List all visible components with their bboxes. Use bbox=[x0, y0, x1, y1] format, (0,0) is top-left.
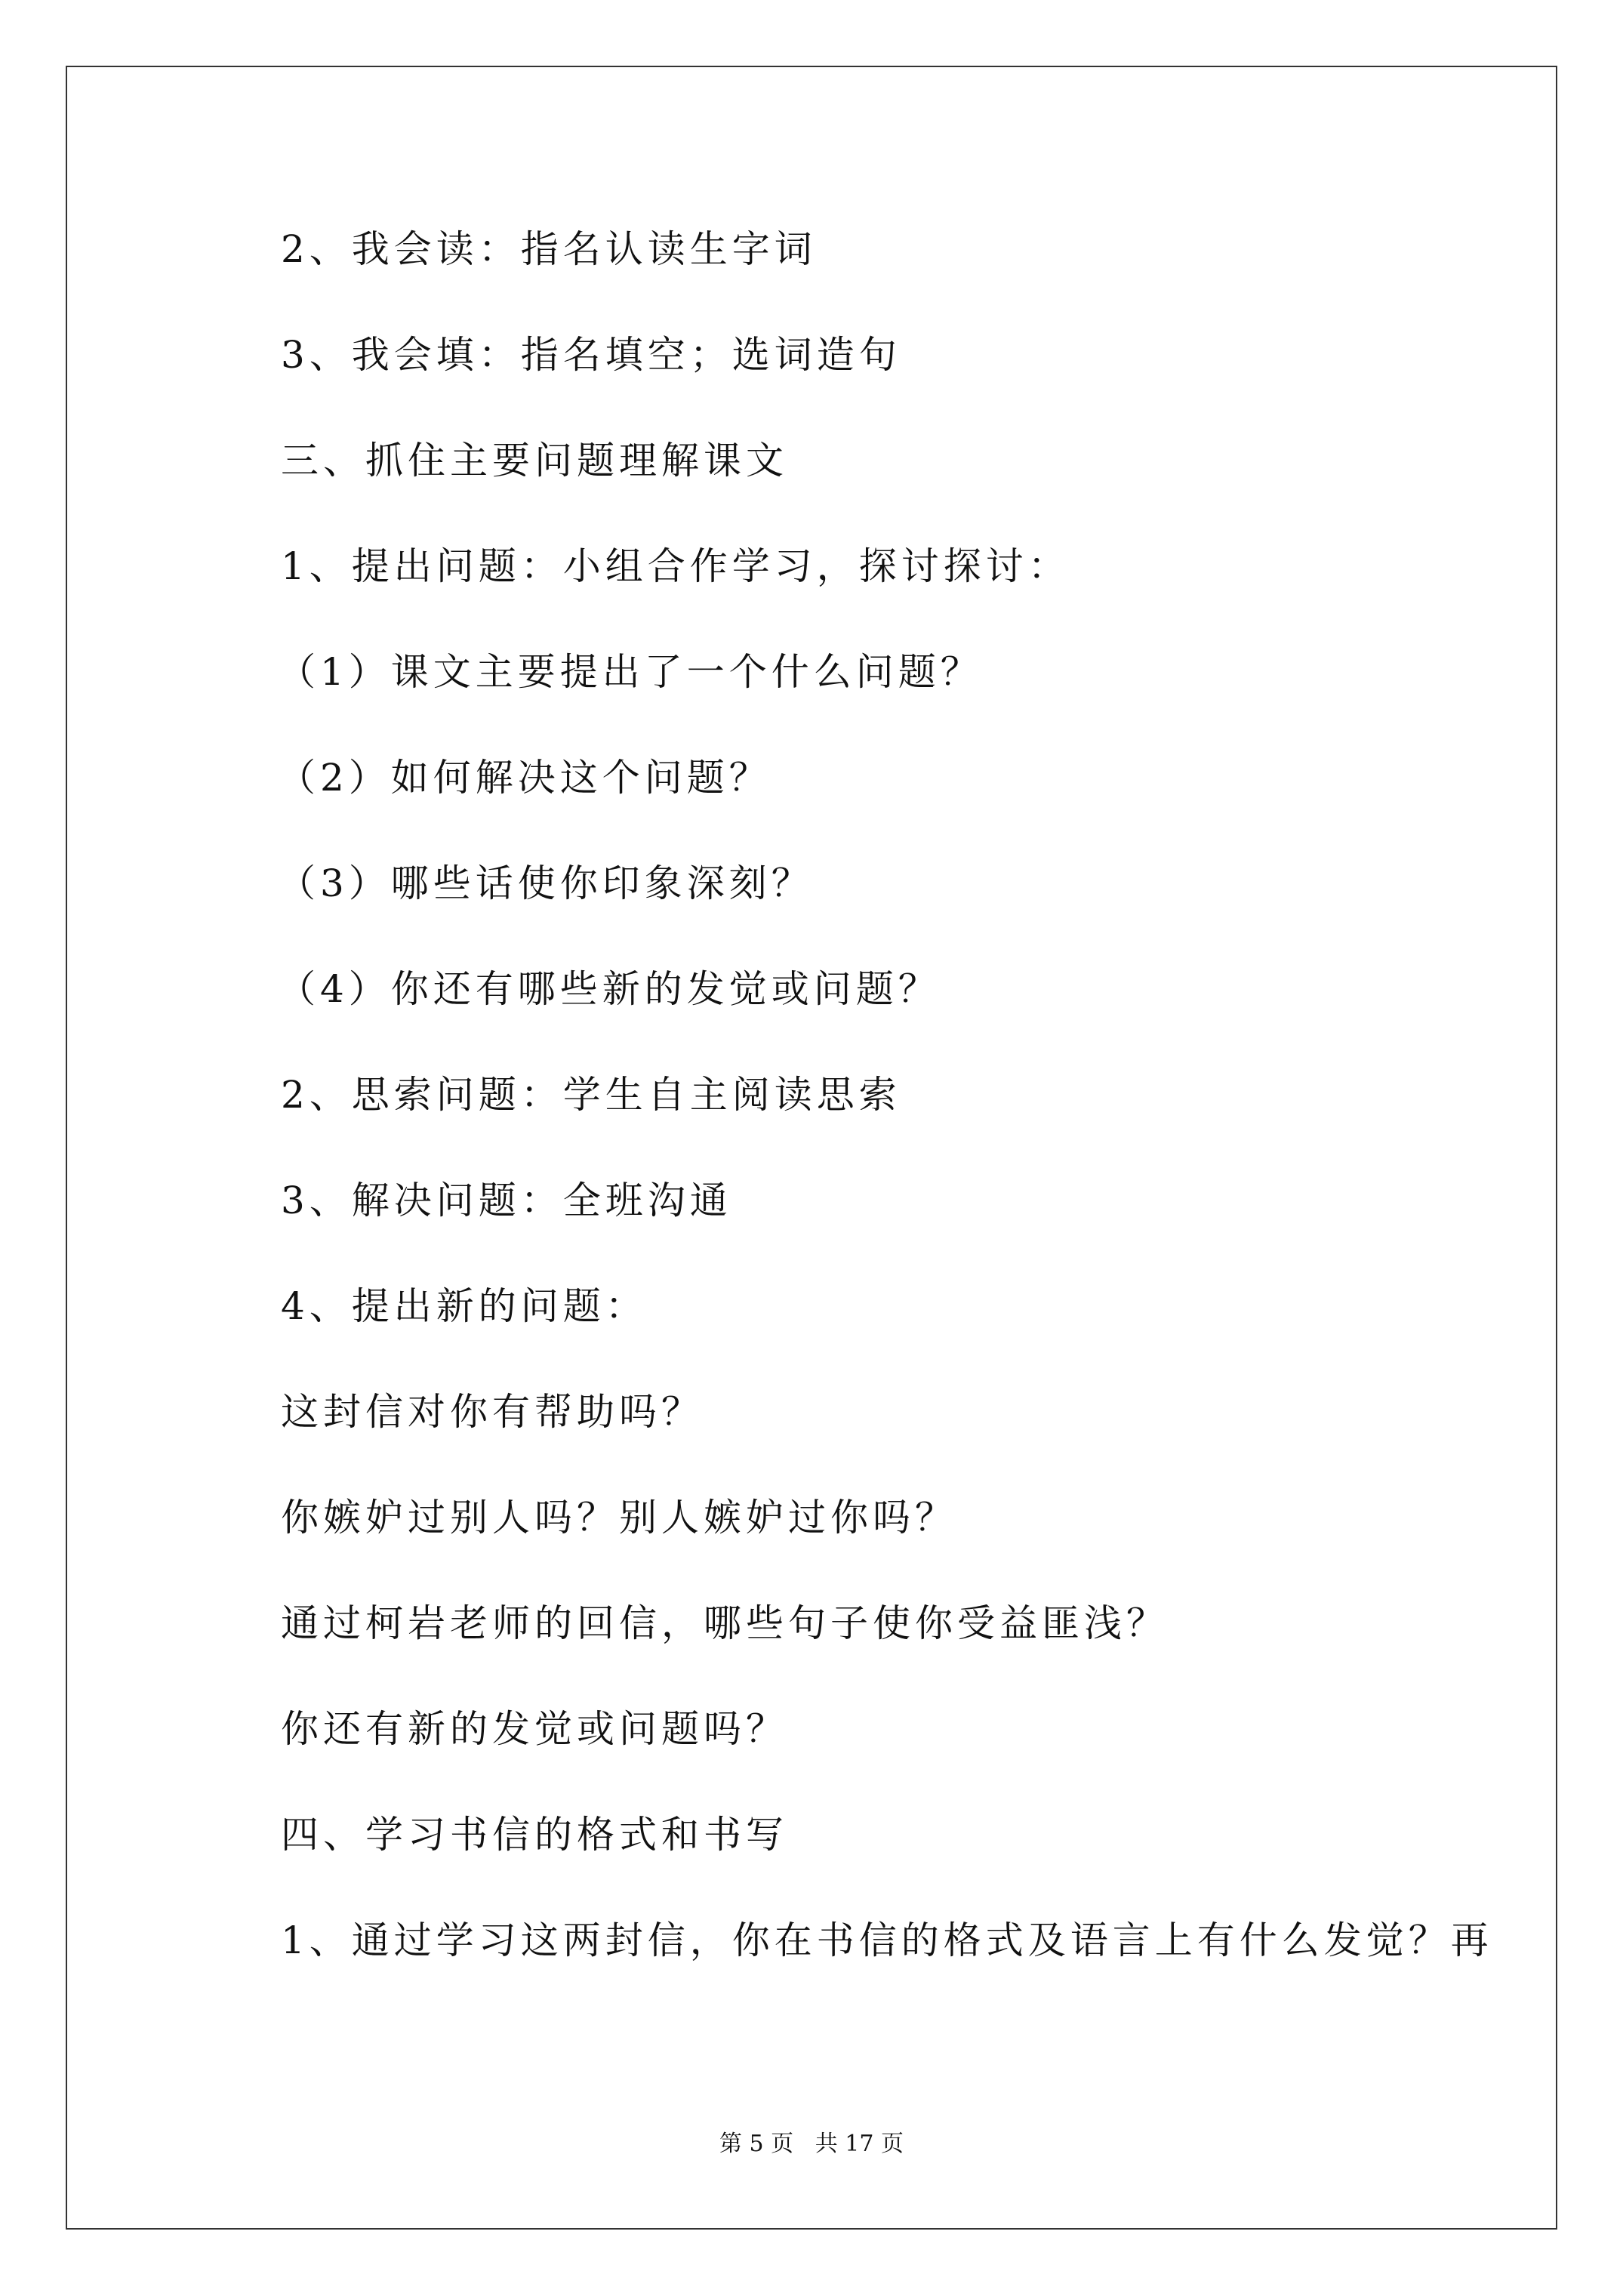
page-number-footer: 第 5 页 共 17 页 bbox=[719, 2131, 904, 2157]
text-line: 1、提出问题：小组合作学习，探讨探讨： bbox=[281, 544, 1070, 588]
section-heading: 三、抓住主要问题理解课文 bbox=[281, 439, 788, 482]
text-line: 2、思索问题：学生自主阅读思索 bbox=[281, 1073, 901, 1117]
text-line: 4、提出新的问题： bbox=[281, 1284, 648, 1328]
text-line: 你还有新的发觉或问题吗？ bbox=[281, 1707, 788, 1751]
text-line: 2、我会读：指名认读生字词 bbox=[281, 227, 817, 271]
text-line: 通过柯岩老师的回信，哪些句子使你受益匪浅？ bbox=[281, 1601, 1169, 1645]
text-line: 3、解决问题：全班沟通 bbox=[281, 1179, 732, 1222]
page-frame bbox=[66, 66, 1557, 2230]
text-line: 你嫉妒过别人吗？别人嫉妒过你吗？ bbox=[281, 1496, 957, 1539]
text-line: 3、我会填：指名填空；选词造句 bbox=[281, 333, 901, 377]
text-line: （3）哪些话使你印象深刻？ bbox=[278, 861, 814, 905]
text-line: 这封信对你有帮助吗？ bbox=[281, 1390, 704, 1434]
text-line: （2）如何解决这个问题？ bbox=[278, 756, 771, 800]
text-line: （4）你还有哪些新的发觉或问题？ bbox=[278, 967, 941, 1011]
text-line: 1、通过学习这两封信，你在书信的格式及语言上有什么发觉？再 bbox=[281, 1918, 1493, 1962]
section-heading: 四、学习书信的格式和书写 bbox=[281, 1813, 788, 1857]
text-line: （1）课文主要提出了一个什么问题？ bbox=[278, 650, 983, 694]
